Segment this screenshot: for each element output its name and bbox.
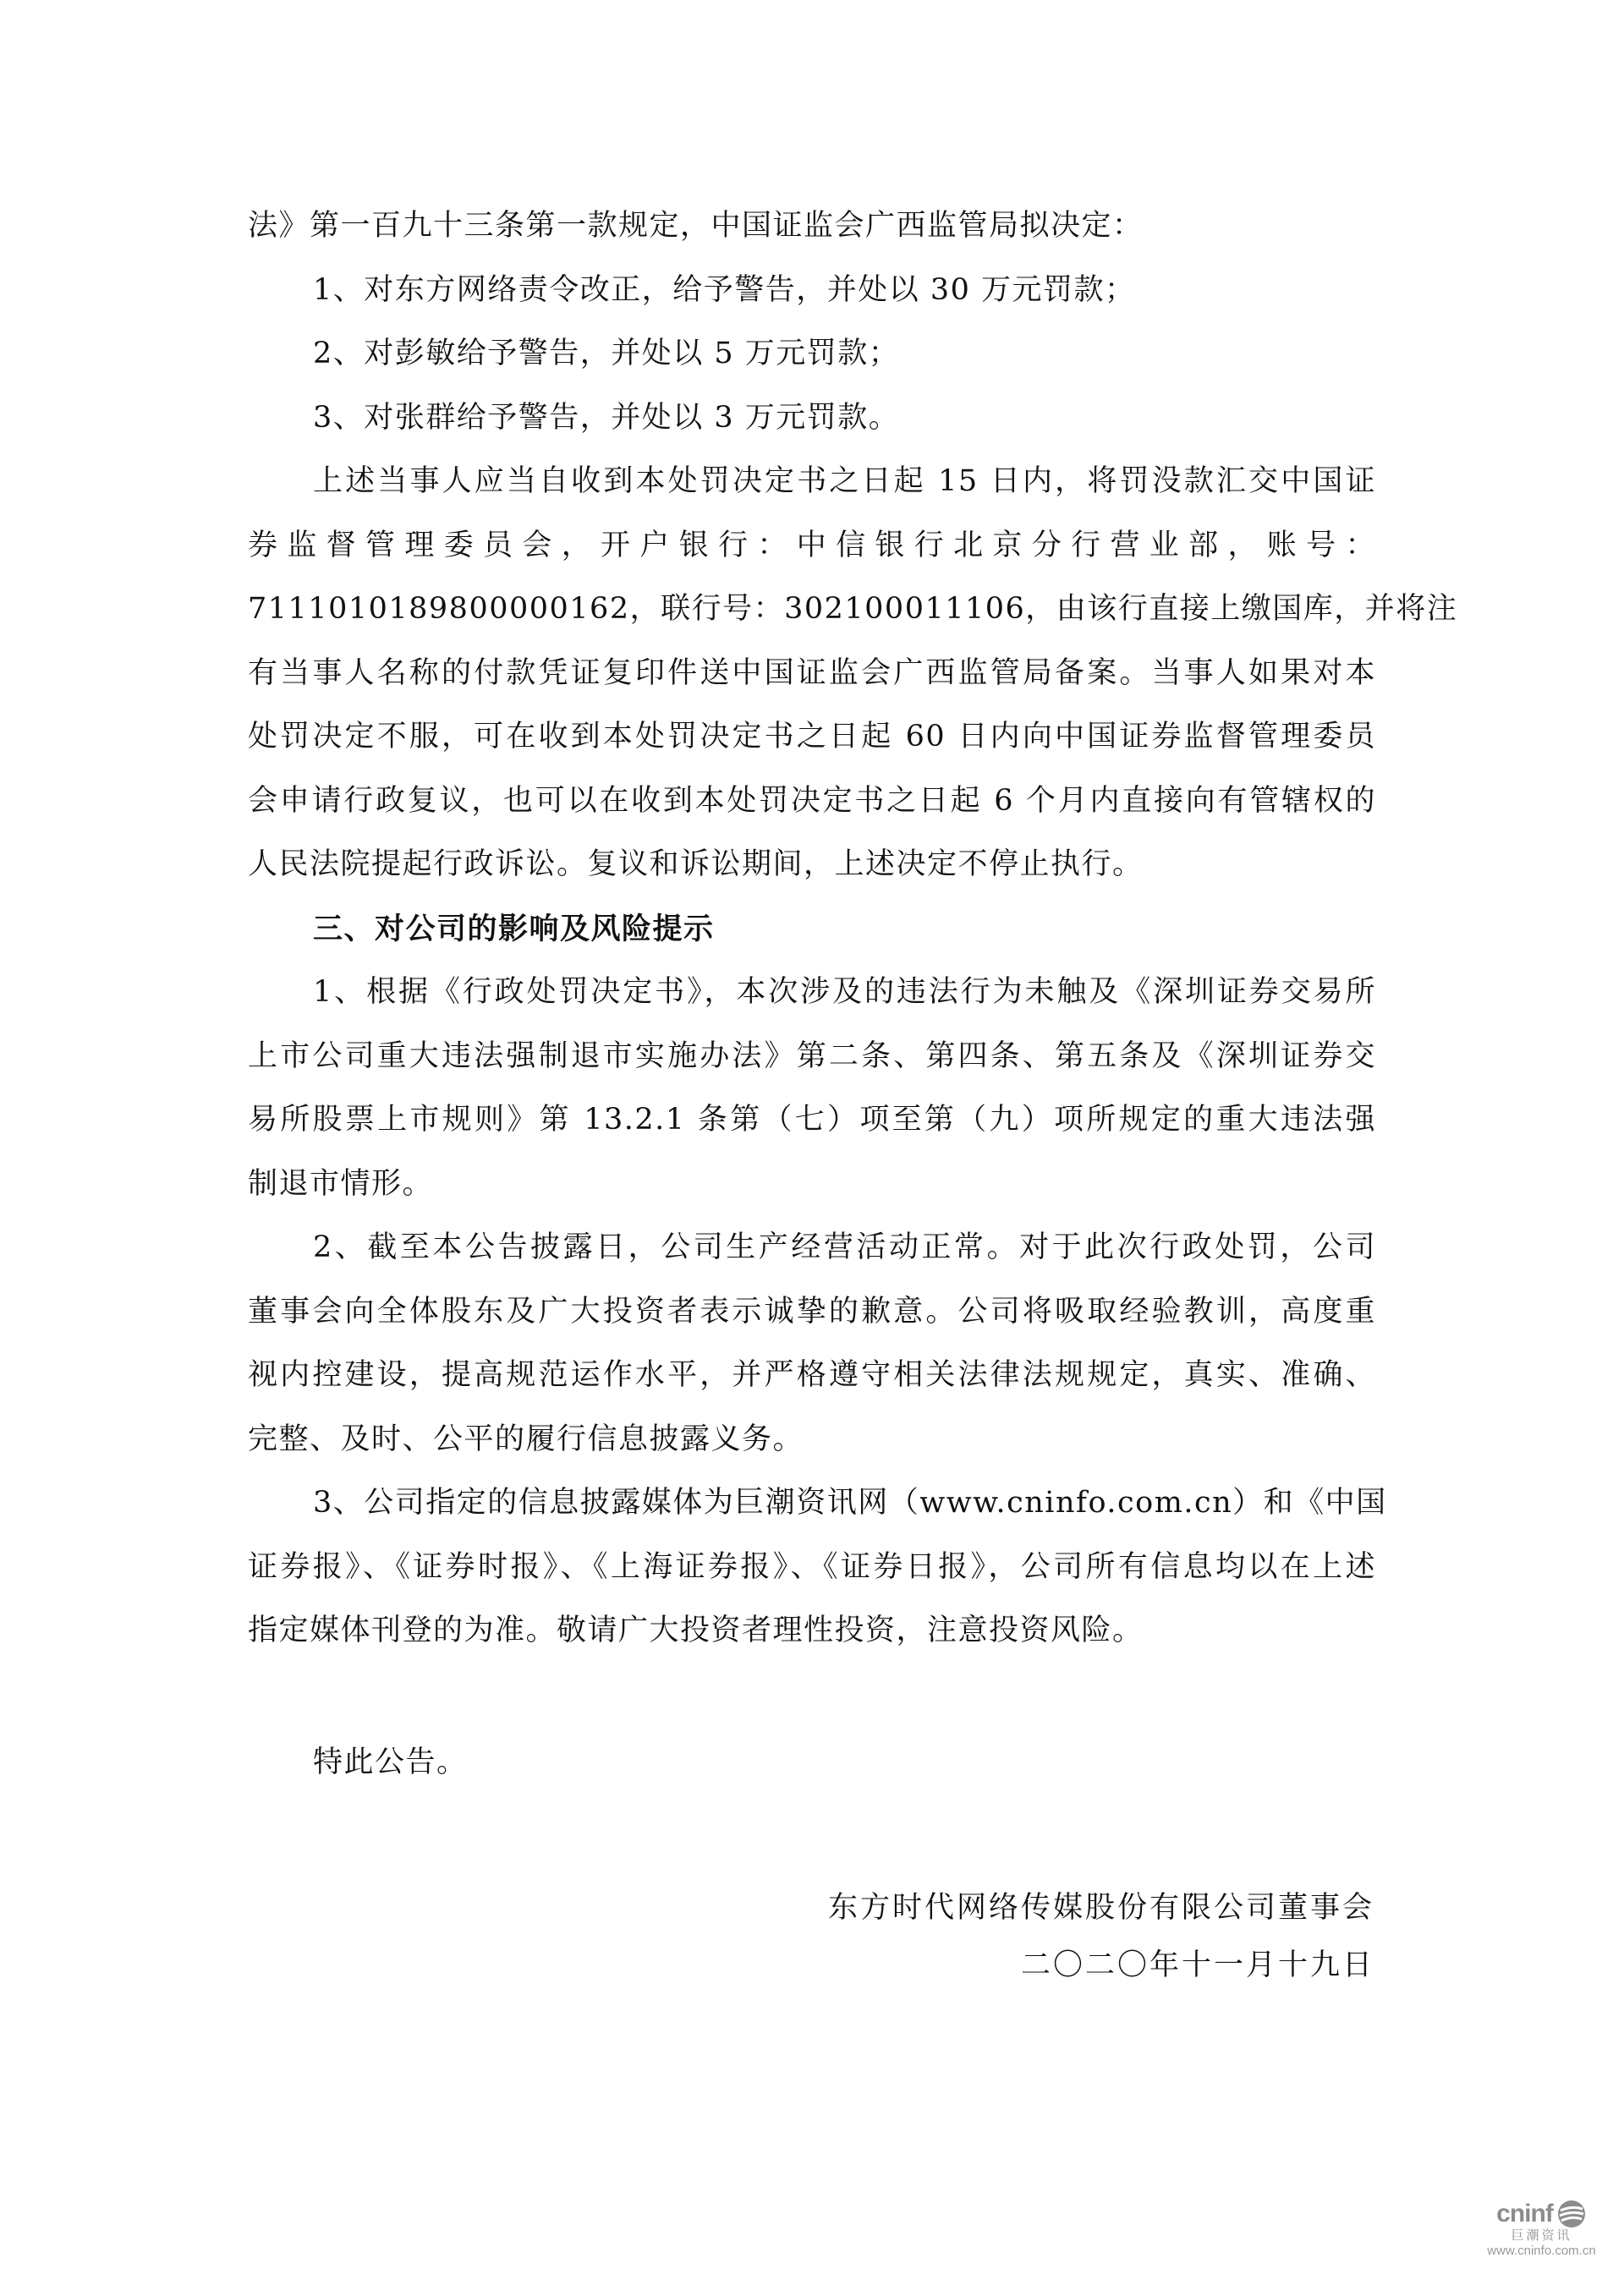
text-line: 上述当事人应当自收到本处罚决定书之日起 15 日内，将罚没款汇交中国证	[313, 464, 1376, 498]
text-line: 完整、及时、公平的履行信息披露义务。	[248, 1422, 804, 1456]
document-body	[248, 195, 1458, 1663]
section-heading-wrap	[248, 897, 1376, 962]
decision-item: 3、对张群给予警告，并处以 3 万元罚款。	[313, 400, 900, 435]
text-line: 人民法院提起行政诉讼。复议和诉讼期间，上述决定不停止执行。	[248, 847, 1144, 881]
decision-item: 1、对东方网络责令改正，给予警告，并处以 30 万元罚款；	[313, 272, 1136, 307]
text-line: 有当事人名称的付款凭证复印件送中国证监会广西监管局备案。当事人如果对本	[248, 655, 1376, 690]
text-line: 1、根据《行政处罚决定书》，本次涉及的违法行为未触及《深圳证券交易所	[313, 975, 1376, 1009]
text-line: 指定媒体刊登的为准。敬请广大投资者理性投资，注意投资风险。	[248, 1614, 1144, 1647]
decision-item: 2、对彭敏给予警告，并处以 5 万元罚款；	[313, 337, 900, 370]
cninfo-logo-icon	[1556, 2199, 1587, 2229]
text-line: 制退市情形。	[248, 1166, 434, 1201]
text-line: 券监督管理委员会，开户银行：中信银行北京分行营业部，账号：	[248, 528, 1376, 562]
signature-company: 东方时代网络传媒股份有限公司董事会	[827, 1891, 1374, 1925]
text-line: 证券报》、《证券时报》、《上海证券报》、《证券日报》，公司所有信息均以在上述	[248, 1549, 1376, 1584]
text-line: 法》第一百九十三条第一款规定，中国证监会广西监管局拟决定：	[248, 209, 1144, 243]
decision-list	[248, 259, 1376, 451]
watermark-url: www.cninfo.com.cn	[1487, 2244, 1596, 2258]
signature-date: 二〇二〇年十一月十九日	[1020, 1948, 1374, 1982]
section-heading: 三、对公司的影响及风险提示	[313, 911, 715, 946]
impact-item-2	[248, 1216, 1376, 1471]
payment-paragraph	[248, 450, 1458, 897]
text-line: 2、截至本公告披露日，公司生产经营活动正常。对于此次行政处罚，公司	[313, 1230, 1376, 1264]
text-line: 视内控建设，提高规范运作水平，并严格遵守相关法律法规规定，真实、准确、	[248, 1358, 1376, 1392]
text-line: 董事会向全体股东及广大投资者表示诚挚的歉意。公司将吸取经验教训，高度重	[248, 1294, 1376, 1329]
impact-item-1	[248, 961, 1376, 1216]
impact-item-3	[248, 1471, 1387, 1663]
intro-paragraph	[248, 195, 1376, 259]
watermark-brand-cn: 巨潮资讯	[1511, 2228, 1572, 2243]
text-line: 7111010189800000162，联行号：302100011106，由该行直接上缴国库，并将注	[248, 592, 1458, 626]
text-line: 处罚决定不服，可在收到本处罚决定书之日起 60 日内向中国证券监督管理委员	[248, 720, 1376, 753]
text-line: 3、公司指定的信息披露媒体为巨潮资讯网（www.cninfo.com.cn）和《中国	[313, 1486, 1387, 1520]
closing-statement: 特此公告。	[313, 1745, 468, 1779]
text-line: 上市公司重大违法强制退市实施办法》第二条、第四条、第五条及《深圳证券交	[248, 1038, 1376, 1073]
signature-block	[828, 1879, 1374, 1994]
watermark-brand: cninf	[1496, 2200, 1553, 2228]
watermark-logo	[1463, 2199, 1620, 2229]
cninfo-watermark	[1463, 2199, 1620, 2258]
text-line: 会申请行政复议，也可以在收到本处罚决定书之日起 6 个月内直接向有管辖权的	[248, 783, 1376, 818]
text-line: 易所股票上市规则》第 13.2.1 条第（七）项至第（九）项所规定的重大违法强	[248, 1103, 1376, 1137]
